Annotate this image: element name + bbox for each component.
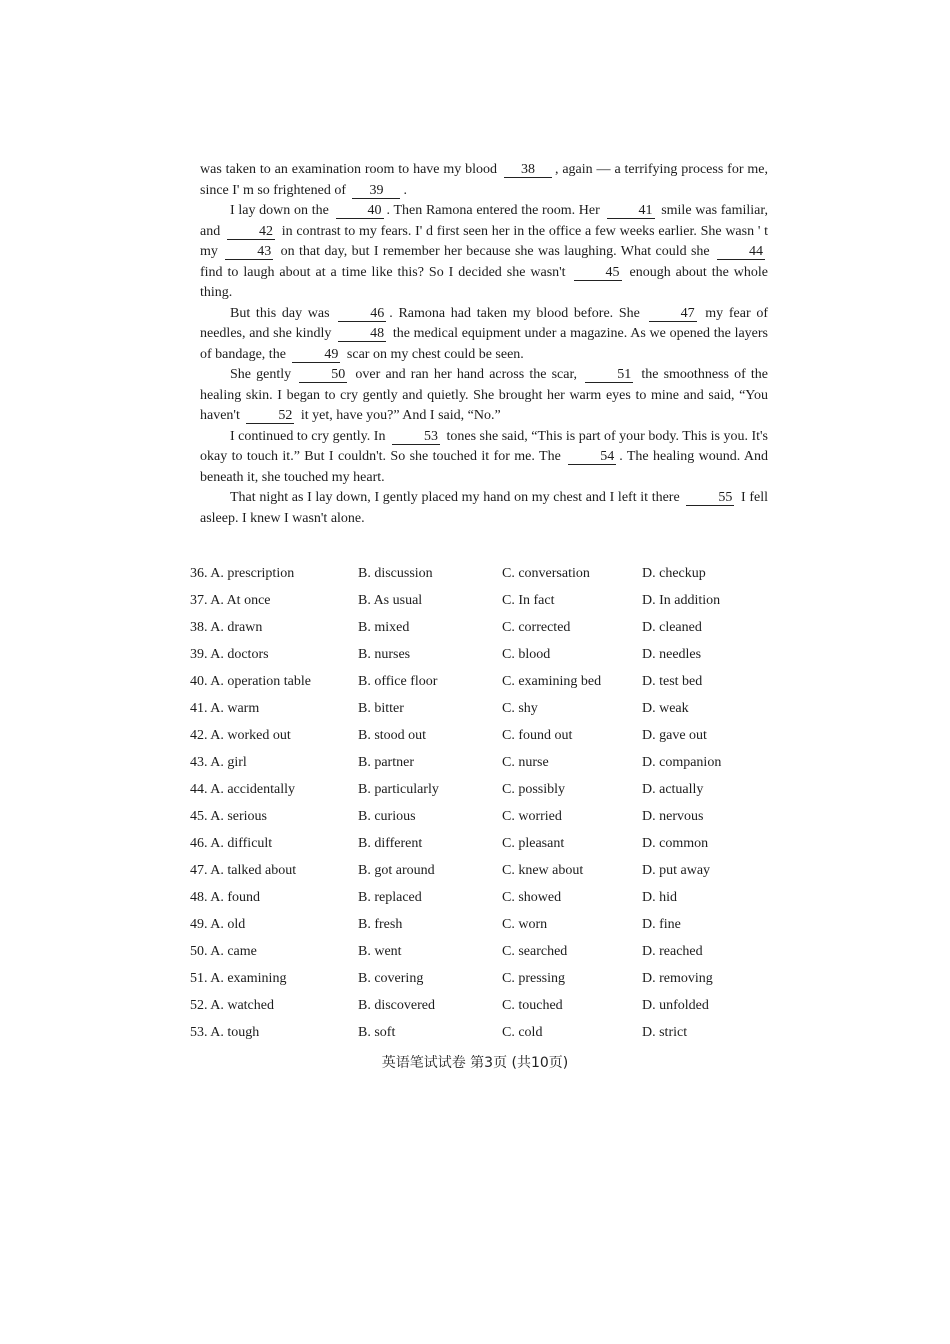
blank-46: 46 xyxy=(338,307,386,322)
blank-42: 42 xyxy=(227,225,275,240)
option-b: B. curious xyxy=(358,809,416,824)
option-d: D. removing xyxy=(642,971,713,986)
passage-text: scar on my chest could be seen. xyxy=(343,346,524,362)
option-c: C. cold xyxy=(502,1025,543,1040)
passage-text: . Ramona had taken my blood before. She xyxy=(389,305,646,321)
question-number: 38. xyxy=(190,620,208,635)
passage-paragraph xyxy=(200,160,768,201)
option-a-text: A. old xyxy=(210,917,246,932)
question-number: 52. xyxy=(190,998,208,1013)
option-b: B. bitter xyxy=(358,701,404,716)
option-d: D. gave out xyxy=(642,728,707,743)
blank-38: 38 xyxy=(504,163,552,178)
question-row xyxy=(190,863,770,890)
blank-45: 45 xyxy=(574,266,622,281)
passage-text: enough about the whole thing. xyxy=(200,264,768,300)
question-row xyxy=(190,836,770,863)
option-a xyxy=(190,782,295,798)
option-a-text: A. came xyxy=(210,944,257,959)
option-a-text: A. examining xyxy=(210,971,287,986)
option-d: D. needles xyxy=(642,647,702,662)
option-a xyxy=(190,674,311,690)
option-a-text: A. girl xyxy=(210,755,247,770)
question-row xyxy=(190,1025,770,1052)
passage-text: . xyxy=(403,182,407,198)
passage-text: the smoothness of the healing skin. I began to cry gently and quietly. She brought her warm eyes to mine and said, “You haven't xyxy=(200,367,768,423)
blank-50: 50 xyxy=(299,368,347,383)
option-d: D. In addition xyxy=(642,593,721,608)
option-a xyxy=(190,701,259,717)
question-number: 46. xyxy=(190,836,208,851)
option-b: B. partner xyxy=(358,755,414,770)
blank-47: 47 xyxy=(649,307,697,322)
option-d: D. common xyxy=(642,836,709,851)
option-a xyxy=(190,863,296,879)
blank-55: 55 xyxy=(686,491,734,506)
option-d: D. checkup xyxy=(642,566,706,581)
passage-text: my fear of needles, and she kindly xyxy=(200,305,768,341)
option-c: C. found out xyxy=(502,728,573,743)
option-d: D. unfolded xyxy=(642,998,709,1013)
option-a-text: A. At once xyxy=(210,593,271,608)
question-row xyxy=(190,728,770,755)
option-a xyxy=(190,971,286,987)
question-number: 40. xyxy=(190,674,208,689)
passage-text: , again — a terrifying process for me, since I' m so frightened of xyxy=(200,162,768,198)
blank-54: 54 xyxy=(568,450,616,465)
option-a-text: A. prescription xyxy=(210,566,295,581)
question-row xyxy=(190,917,770,944)
option-d: D. actually xyxy=(642,782,704,797)
option-d: D. put away xyxy=(642,863,711,878)
option-b: B. particularly xyxy=(358,782,439,797)
option-a-text: A. tough xyxy=(210,1025,260,1040)
blank-43: 43 xyxy=(225,245,273,260)
option-a-text: A. doctors xyxy=(210,647,269,662)
passage-text: the medical equipment under a magazine. As we opened the layers of bandage, the xyxy=(200,326,768,362)
blank-49: 49 xyxy=(292,348,340,363)
question-row xyxy=(190,701,770,728)
cloze-passage xyxy=(200,160,768,529)
question-number: 36. xyxy=(190,566,208,581)
blank-53: 53 xyxy=(392,430,440,445)
passage-paragraph xyxy=(200,488,768,529)
option-c: C. searched xyxy=(502,944,568,959)
option-a-text: A. serious xyxy=(210,809,268,824)
option-c: C. knew about xyxy=(502,863,584,878)
passage-paragraph xyxy=(200,201,768,304)
passage-text: over and ran her hand across the scar, xyxy=(350,367,583,382)
blank-48: 48 xyxy=(338,327,386,342)
option-c: C. corrected xyxy=(502,620,571,635)
option-b: B. stood out xyxy=(358,728,427,743)
option-a xyxy=(190,593,271,609)
option-a-text: A. drawn xyxy=(210,620,263,635)
option-c: C. touched xyxy=(502,998,563,1013)
option-d: D. reached xyxy=(642,944,703,959)
option-b: B. replaced xyxy=(358,890,422,905)
option-a-text: A. talked about xyxy=(210,863,297,878)
blank-39: 39 xyxy=(352,184,400,199)
option-b: B. mixed xyxy=(358,620,410,635)
option-a xyxy=(190,728,291,744)
option-b: B. office floor xyxy=(358,674,438,689)
option-c: C. nurse xyxy=(502,755,549,770)
option-a xyxy=(190,917,245,933)
option-d: D. test bed xyxy=(642,674,703,689)
blank-40: 40 xyxy=(336,204,384,219)
option-d: D. cleaned xyxy=(642,620,702,635)
blank-51: 51 xyxy=(585,368,633,383)
option-a xyxy=(190,836,272,852)
passage-paragraph xyxy=(200,365,768,427)
question-number: 49. xyxy=(190,917,208,932)
blank-44: 44 xyxy=(717,245,765,260)
question-row xyxy=(190,647,770,674)
option-a xyxy=(190,944,257,960)
passage-text: She gently xyxy=(230,367,297,382)
option-c: C. In fact xyxy=(502,593,555,608)
option-a xyxy=(190,998,274,1014)
question-number: 51. xyxy=(190,971,208,986)
option-d: D. companion xyxy=(642,755,722,770)
option-a-text: A. difficult xyxy=(210,836,273,851)
passage-text: I fell asleep. I knew I wasn't alone. xyxy=(200,490,768,526)
passage-text: find to laugh about at a time like this? So I decided she wasn't xyxy=(200,264,571,280)
option-d: D. nervous xyxy=(642,809,704,824)
question-row xyxy=(190,971,770,998)
passage-text: . The healing wound. And beneath it, she touched my heart. xyxy=(200,449,768,485)
question-row xyxy=(190,674,770,701)
question-row xyxy=(190,890,770,917)
question-number: 42. xyxy=(190,728,208,743)
option-a-text: A. watched xyxy=(210,998,274,1013)
option-b: B. discovered xyxy=(358,998,435,1013)
option-b: B. covering xyxy=(358,971,424,986)
option-a xyxy=(190,566,294,582)
question-row xyxy=(190,593,770,620)
option-c: C. possibly xyxy=(502,782,566,797)
option-c: C. blood xyxy=(502,647,551,662)
passage-text: But this day was xyxy=(230,305,336,321)
question-number: 41. xyxy=(190,701,208,716)
option-c: C. examining bed xyxy=(502,674,602,689)
option-c: C. pleasant xyxy=(502,836,565,851)
option-b: B. went xyxy=(358,944,402,959)
option-c: C. pressing xyxy=(502,971,565,986)
question-number: 50. xyxy=(190,944,208,959)
option-a-text: A. accidentally xyxy=(210,782,295,797)
passage-text: . Then Ramona entered the room. Her xyxy=(386,203,604,218)
option-c: C. worn xyxy=(502,917,548,932)
question-row xyxy=(190,782,770,809)
option-a-text: A. warm xyxy=(210,701,260,716)
option-c: C. worried xyxy=(502,809,562,824)
blank-52: 52 xyxy=(246,409,294,424)
passage-text: on that day, but I remember her because she was laughing. What could she xyxy=(276,244,714,259)
question-row xyxy=(190,944,770,971)
option-a xyxy=(190,809,267,825)
option-c: C. shy xyxy=(502,701,538,716)
question-row xyxy=(190,566,770,593)
passage-text: was taken to an examination room to have my blood xyxy=(200,162,501,177)
option-b: B. different xyxy=(358,836,423,851)
question-number: 37. xyxy=(190,593,208,608)
option-b: B. nurses xyxy=(358,647,411,662)
passage-paragraph xyxy=(200,304,768,366)
option-d: D. strict xyxy=(642,1025,688,1040)
page-footer: 英语笔试试卷 第3页 (共10页) xyxy=(381,1055,569,1071)
question-number: 48. xyxy=(190,890,208,905)
blank-41: 41 xyxy=(607,204,655,219)
option-a xyxy=(190,890,260,906)
option-d: D. fine xyxy=(642,917,681,932)
question-number: 39. xyxy=(190,647,208,662)
option-b: B. soft xyxy=(358,1025,396,1040)
option-b: B. fresh xyxy=(358,917,403,932)
question-row xyxy=(190,998,770,1025)
question-number: 44. xyxy=(190,782,208,797)
option-a-text: A. found xyxy=(210,890,261,905)
question-row xyxy=(190,755,770,782)
option-a xyxy=(190,755,247,771)
option-a-text: A. operation table xyxy=(210,674,311,689)
passage-paragraph xyxy=(200,427,768,489)
question-row xyxy=(190,809,770,836)
option-a xyxy=(190,620,262,636)
passage-text: I lay down on the xyxy=(230,203,333,218)
question-row xyxy=(190,620,770,647)
question-number: 45. xyxy=(190,809,208,824)
option-a-text: A. worked out xyxy=(210,728,291,743)
option-b: B. As usual xyxy=(358,593,423,608)
passage-text: I continued to cry gently. In xyxy=(230,428,389,444)
question-number: 53. xyxy=(190,1025,208,1040)
option-a xyxy=(190,647,269,663)
option-b: B. discussion xyxy=(358,566,433,581)
question-number: 43. xyxy=(190,755,208,770)
passage-text: it yet, have you?” And I said, “No.” xyxy=(297,408,501,423)
question-number: 47. xyxy=(190,863,208,878)
passage-text: smile was familiar, and xyxy=(200,203,768,239)
option-b: B. got around xyxy=(358,863,435,878)
option-d: D. weak xyxy=(642,701,689,716)
answer-options xyxy=(190,566,770,1052)
option-c: C. showed xyxy=(502,890,562,905)
option-c: C. conversation xyxy=(502,566,590,581)
option-a xyxy=(190,1025,259,1041)
passage-text: tones she said, “This is part of your body. This is you. It's okay to touch it.” But I couldn't. So she touched it for me. The xyxy=(200,428,768,464)
option-d: D. hid xyxy=(642,890,677,905)
passage-text: That night as I lay down, I gently placed my hand on my chest and I left it there xyxy=(230,490,684,505)
passage-text: in contrast to my fears. I' d first seen her in the office a few weeks earlier. She wasn ' t my xyxy=(200,223,768,259)
